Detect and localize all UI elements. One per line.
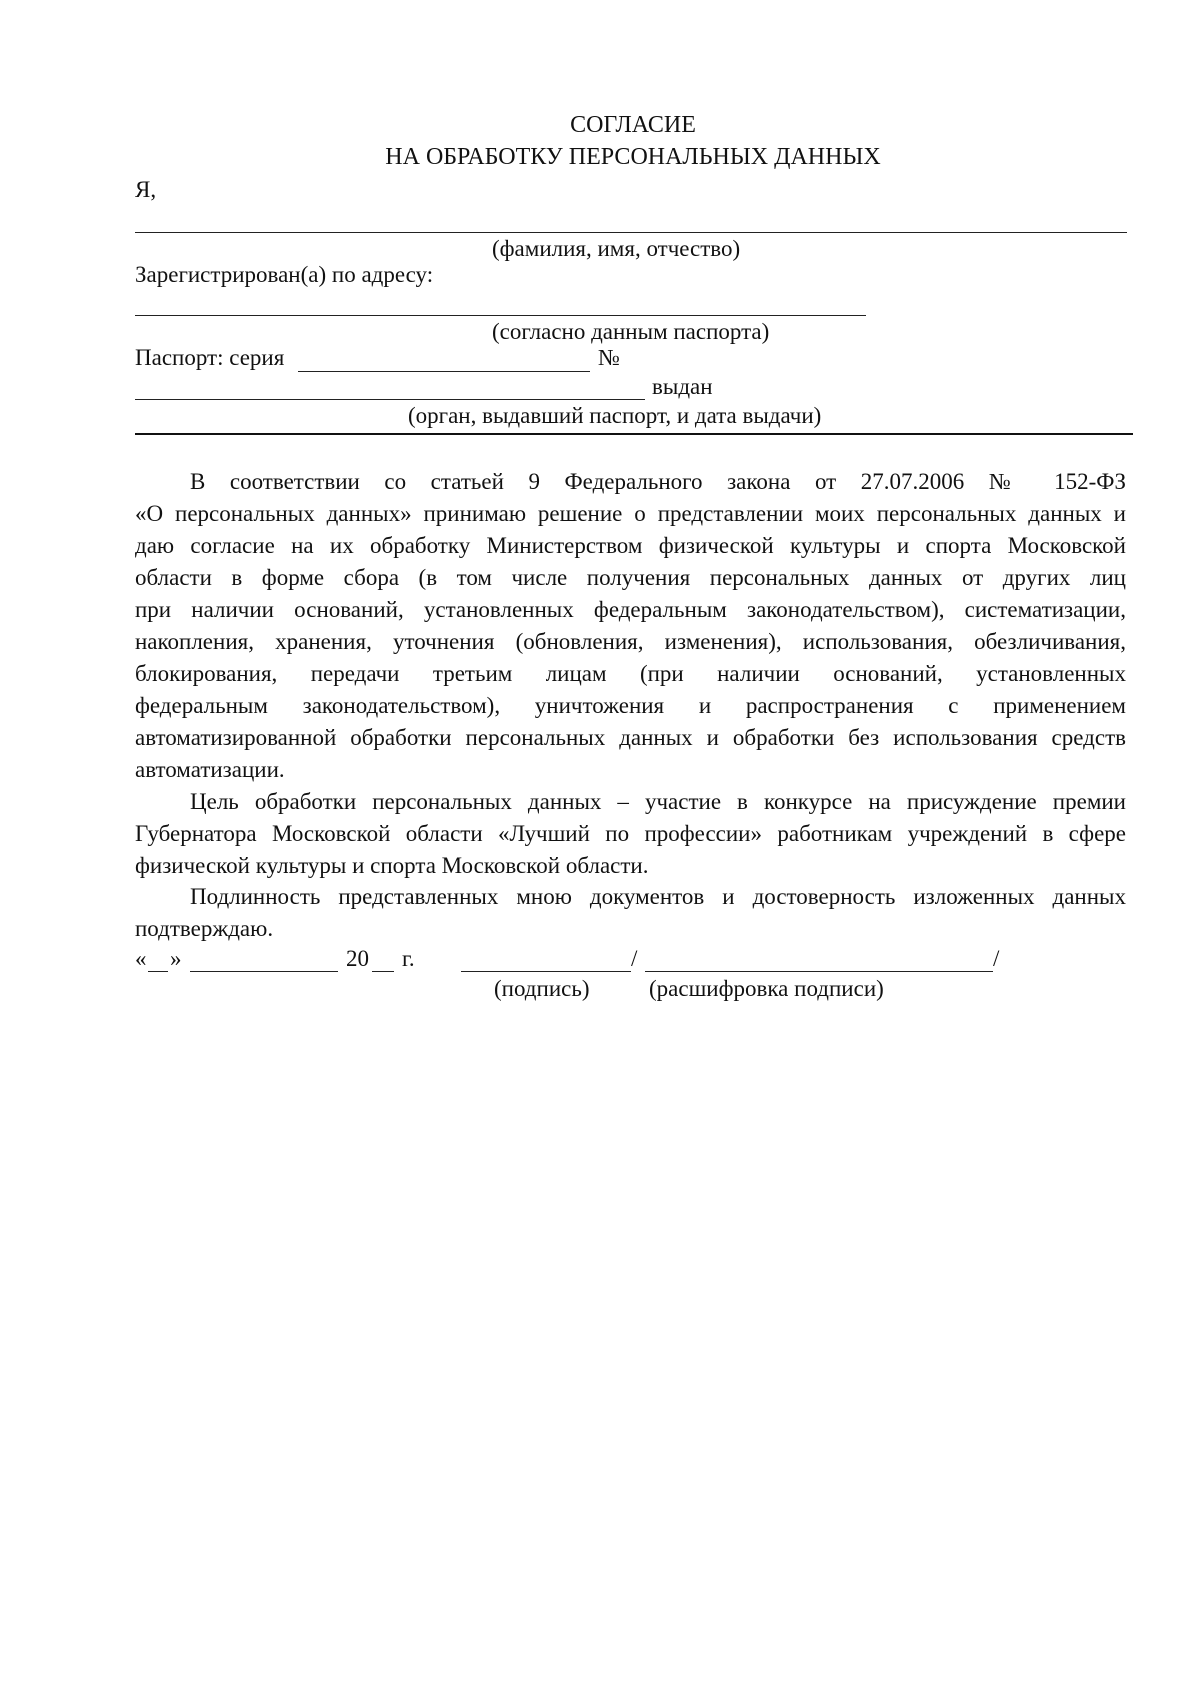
i-label: Я, (135, 177, 157, 202)
paragraph-line: автоматизированной обработки персональных данных и обработки без использования средств (135, 725, 1126, 750)
date-month-line (190, 971, 338, 972)
paragraph-line: даю согласие на их обработку Министерством физической культуры и спорта Московской (135, 533, 1126, 558)
signature-decoding-line (645, 971, 993, 972)
date-day-line (148, 971, 168, 972)
paragraph-line: Подлинность представленных мною документов и достоверность изложенных данных (190, 884, 1126, 909)
header-separator-line (135, 433, 1133, 435)
paragraph-line: Цель обработки персональных данных – участие в конкурсе на присуждение премии (190, 789, 1126, 814)
date-close-quote: » (170, 946, 182, 971)
issuer-hint: (орган, выдавший паспорт, и дата выдачи) (408, 403, 822, 428)
paragraph-line: Губернатора Московской области «Лучший по профессии» работникам учреждений в сфере (135, 821, 1126, 846)
paragraph-line: области в форме сбора (в том числе получения персональных данных от других лиц (135, 565, 1126, 590)
address-line (135, 315, 866, 316)
paragraph-line: В соответствии со статьей 9 Федерального закона от 27.07.2006 № 152-ФЗ (190, 469, 1126, 494)
document-title-line1: СОГЛАСИЕ (570, 112, 696, 138)
document-title-line2: НА ОБРАБОТКУ ПЕРСОНАЛЬНЫХ ДАННЫХ (385, 144, 881, 170)
date-year-line (372, 971, 394, 972)
signature-slash: / (631, 946, 638, 971)
address-hint: (согласно данным паспорта) (492, 319, 770, 344)
issued-line (135, 399, 645, 400)
signature-hint: (подпись) (494, 976, 590, 1001)
paragraph-line: автоматизации. (135, 757, 285, 782)
paragraph-line: при наличии оснований, установленных федеральным законодательством), систематизации, (135, 597, 1126, 622)
fio-hint: (фамилия, имя, отчество) (492, 236, 741, 261)
paragraph-line: накопления, хранения, уточнения (обновления, изменения), использования, обезличивания, (135, 629, 1126, 654)
passport-label: Паспорт: серия (135, 345, 285, 370)
signature-decoding-hint: (расшифровка подписи) (649, 976, 884, 1001)
consent-paragraph-3 (135, 881, 1126, 945)
paragraph-line: физической культуры и спорта Московской области. (135, 853, 649, 878)
date-year-suffix: г. (402, 946, 415, 971)
paragraph-line: подтверждаю. (135, 916, 274, 941)
issued-label: выдан (652, 374, 713, 399)
signature-end-slash: / (993, 946, 1000, 971)
date-year-prefix: 20 (346, 946, 369, 971)
passport-number-label: № (598, 345, 620, 370)
passport-series-line (298, 371, 590, 372)
paragraph-line: федеральным законодательством), уничтожения и распространения с применением (135, 693, 1126, 718)
consent-paragraph-1 (135, 466, 1126, 786)
date-open-quote: « (135, 946, 147, 971)
address-label: Зарегистрирован(а) по адресу: (135, 262, 434, 287)
fio-line (135, 232, 1127, 233)
consent-paragraph-2 (135, 786, 1126, 882)
paragraph-line: «О персональных данных» принимаю решение о представлении моих персональных данных и (135, 501, 1126, 526)
paragraph-line: блокирования, передачи третьим лицам (при наличии оснований, установленных (135, 661, 1126, 686)
signature-line (461, 971, 631, 972)
